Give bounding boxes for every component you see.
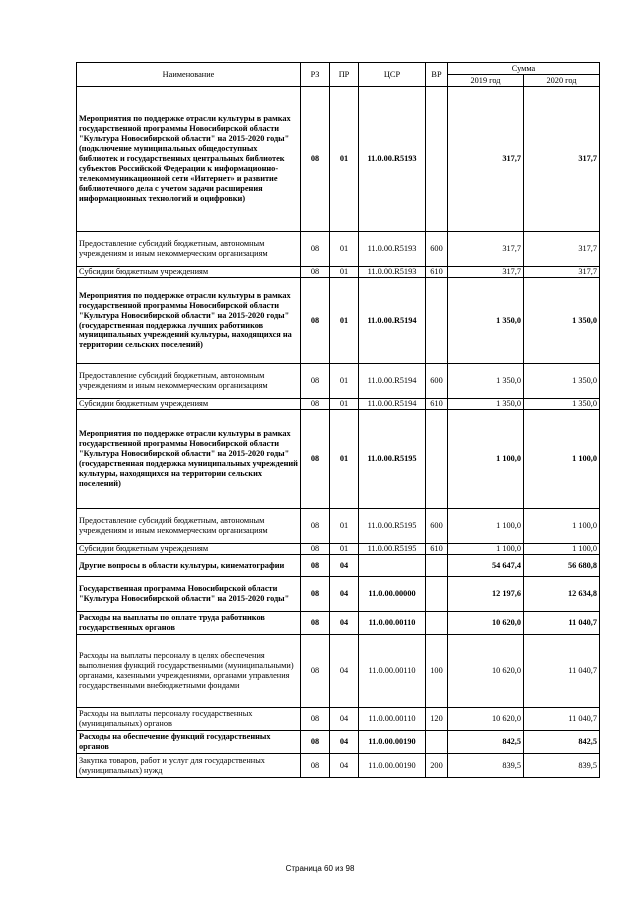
table-row [77,410,600,509]
row-rz-cell: 08 [301,267,330,278]
row-2020-cell: 842,5 [524,731,600,754]
row-csr-cell: 11.0.00.00190 [359,731,426,754]
row-rz-cell: 08 [301,364,330,399]
row-pr-cell: 01 [330,399,359,410]
row-csr-cell: 11.0.00.00110 [359,612,426,635]
row-csr-cell: 11.0.00.R5193 [359,267,426,278]
row-2020-cell: 1 100,0 [524,544,600,555]
row-rz-cell: 08 [301,754,330,778]
row-rz-cell: 08 [301,708,330,731]
header-2019: 2019 год [448,75,524,87]
row-pr-cell: 04 [330,577,359,612]
row-2020-cell: 1 100,0 [524,509,600,544]
row-2019-cell: 1 350,0 [448,364,524,399]
row-name-cell: Другие вопросы в области культуры, кинематографии [77,555,301,577]
row-2019-cell: 1 350,0 [448,399,524,410]
row-2019-cell: 10 620,0 [448,612,524,635]
row-csr-cell: 11.0.00.R5193 [359,232,426,267]
row-pr-cell: 04 [330,612,359,635]
table-row [77,555,600,577]
table-row [77,754,600,778]
row-2020-cell: 1 350,0 [524,364,600,399]
row-pr-cell: 01 [330,364,359,399]
row-rz-cell: 08 [301,612,330,635]
row-2020-cell: 317,7 [524,267,600,278]
row-pr-cell: 01 [330,232,359,267]
row-rz-cell: 08 [301,555,330,577]
row-pr-cell: 04 [330,635,359,708]
table-row [77,544,600,555]
table-row [77,731,600,754]
header-vr: ВР [426,63,448,87]
row-rz-cell: 08 [301,410,330,509]
row-vr-cell: 600 [426,364,448,399]
row-2020-cell: 11 040,7 [524,635,600,708]
row-csr-cell: 11.0.00.R5194 [359,364,426,399]
row-vr-cell [426,87,448,232]
header-name: Наименование [77,63,301,87]
table-row [77,509,600,544]
row-name-cell: Предоставление субсидий бюджетным, автономным учреждениям и иным некоммерческим организациям [77,364,301,399]
table-body [77,87,600,778]
header-rz: РЗ [301,63,330,87]
row-2020-cell: 317,7 [524,232,600,267]
table-row [77,364,600,399]
row-name-cell: Мероприятия по поддержке отрасли культуры в рамках государственной программы Новосибирской области "Культура Новосибирской области" на 2015-2020 годы" (государственная поддержка лучших работников муниципальных учреждений культуры, находящихся на территории сельских поселений) [77,278,301,364]
budget-table [76,62,600,778]
row-csr-cell: 11.0.00.R5195 [359,509,426,544]
table-row [77,87,600,232]
row-name-cell: Расходы на выплаты персоналу государственных (муниципальных) органов [77,708,301,731]
row-pr-cell: 01 [330,267,359,278]
table-row [77,278,600,364]
row-csr-cell: 11.0.00.00110 [359,635,426,708]
row-csr-cell: 11.0.00.00000 [359,577,426,612]
row-2019-cell: 839,5 [448,754,524,778]
row-pr-cell: 04 [330,708,359,731]
row-2019-cell: 317,7 [448,87,524,232]
row-name-cell: Мероприятия по поддержке отрасли культуры в рамках государственной программы Новосибирской области "Культура Новосибирской области" на 2015-2020 годы" (государственная поддержка муниципальных учреждений культуры, находящихся на территории сельских поселений) [77,410,301,509]
row-2020-cell: 1 350,0 [524,399,600,410]
table-row [77,612,600,635]
row-2020-cell: 1 100,0 [524,410,600,509]
row-vr-cell [426,612,448,635]
row-name-cell: Мероприятия по поддержке отрасли культуры в рамках государственной программы Новосибирской области "Культура Новосибирской области" на 2015-2020 годы" (подключение муниципальных общедоступных библиотек и государственных центральных библиотек субъектов Российской Федерации к информационно-телекоммуникационной сети «Интернет» и развитие библиотечного дела с учетом задачи расширения информационных технологий и оцифровки) [77,87,301,232]
row-vr-cell [426,410,448,509]
row-2019-cell: 54 647,4 [448,555,524,577]
row-2020-cell: 1 350,0 [524,278,600,364]
row-name-cell: Расходы на выплаты персоналу в целях обеспечения выполнения функций государственными (муниципальными) органами, казенными учреждениями, органами управления государственными внебюджетными фондами [77,635,301,708]
row-csr-cell: 11.0.00.00190 [359,754,426,778]
row-rz-cell: 08 [301,232,330,267]
row-name-cell: Субсидии бюджетным учреждениям [77,544,301,555]
row-vr-cell: 610 [426,399,448,410]
table-row [77,635,600,708]
row-2020-cell: 11 040,7 [524,708,600,731]
header-csr: ЦСР [359,63,426,87]
row-vr-cell: 100 [426,635,448,708]
row-name-cell: Субсидии бюджетным учреждениям [77,267,301,278]
row-vr-cell: 200 [426,754,448,778]
row-vr-cell: 600 [426,509,448,544]
page-number: Страница 60 из 98 [285,864,355,873]
row-csr-cell: 11.0.00.R5194 [359,399,426,410]
header-pr: ПР [330,63,359,87]
row-rz-cell: 08 [301,278,330,364]
header-2020: 2020 год [524,75,600,87]
row-2019-cell: 317,7 [448,267,524,278]
row-pr-cell: 04 [330,754,359,778]
row-csr-cell: 11.0.00.R5195 [359,410,426,509]
table-row [77,399,600,410]
row-vr-cell [426,555,448,577]
row-rz-cell: 08 [301,635,330,708]
row-csr-cell: 11.0.00.R5194 [359,278,426,364]
row-2019-cell: 1 100,0 [448,544,524,555]
row-csr-cell [359,555,426,577]
table-row [77,708,600,731]
row-vr-cell: 120 [426,708,448,731]
row-pr-cell: 01 [330,544,359,555]
table-row [77,232,600,267]
row-2020-cell: 56 680,8 [524,555,600,577]
row-csr-cell: 11.0.00.R5195 [359,544,426,555]
row-name-cell: Государственная программа Новосибирской области "Культура Новосибирской области" на 2015-2020 годы" [77,577,301,612]
row-name-cell: Предоставление субсидий бюджетным, автономным учреждениям и иным некоммерческим организациям [77,232,301,267]
row-2019-cell: 10 620,0 [448,635,524,708]
row-2019-cell: 1 350,0 [448,278,524,364]
row-pr-cell: 04 [330,555,359,577]
row-2019-cell: 1 100,0 [448,509,524,544]
row-rz-cell: 08 [301,544,330,555]
row-2020-cell: 12 634,8 [524,577,600,612]
row-rz-cell: 08 [301,731,330,754]
row-2019-cell: 10 620,0 [448,708,524,731]
row-vr-cell [426,731,448,754]
row-csr-cell: 11.0.00.00110 [359,708,426,731]
row-csr-cell: 11.0.00.R5193 [359,87,426,232]
row-pr-cell: 04 [330,731,359,754]
row-name-cell: Закупка товаров, работ и услуг для государственных (муниципальных) нужд [77,754,301,778]
row-name-cell: Субсидии бюджетным учреждениям [77,399,301,410]
row-name-cell: Расходы на обеспечение функций государственных органов [77,731,301,754]
row-vr-cell: 610 [426,267,448,278]
row-2019-cell: 317,7 [448,232,524,267]
row-rz-cell: 08 [301,87,330,232]
row-pr-cell: 01 [330,87,359,232]
row-rz-cell: 08 [301,577,330,612]
row-2019-cell: 12 197,6 [448,577,524,612]
row-2020-cell: 317,7 [524,87,600,232]
row-2019-cell: 842,5 [448,731,524,754]
row-vr-cell: 600 [426,232,448,267]
row-pr-cell: 01 [330,278,359,364]
row-name-cell: Расходы на выплаты по оплате труда работников государственных органов [77,612,301,635]
row-pr-cell: 01 [330,410,359,509]
row-rz-cell: 08 [301,399,330,410]
row-2020-cell: 839,5 [524,754,600,778]
row-2019-cell: 1 100,0 [448,410,524,509]
row-2020-cell: 11 040,7 [524,612,600,635]
row-vr-cell: 610 [426,544,448,555]
row-vr-cell [426,278,448,364]
header-sum: Сумма [448,63,600,75]
table-row [77,267,600,278]
row-rz-cell: 08 [301,509,330,544]
row-vr-cell [426,577,448,612]
row-pr-cell: 01 [330,509,359,544]
table-row [77,577,600,612]
row-name-cell: Предоставление субсидий бюджетным, автономным учреждениям и иным некоммерческим организациям [77,509,301,544]
